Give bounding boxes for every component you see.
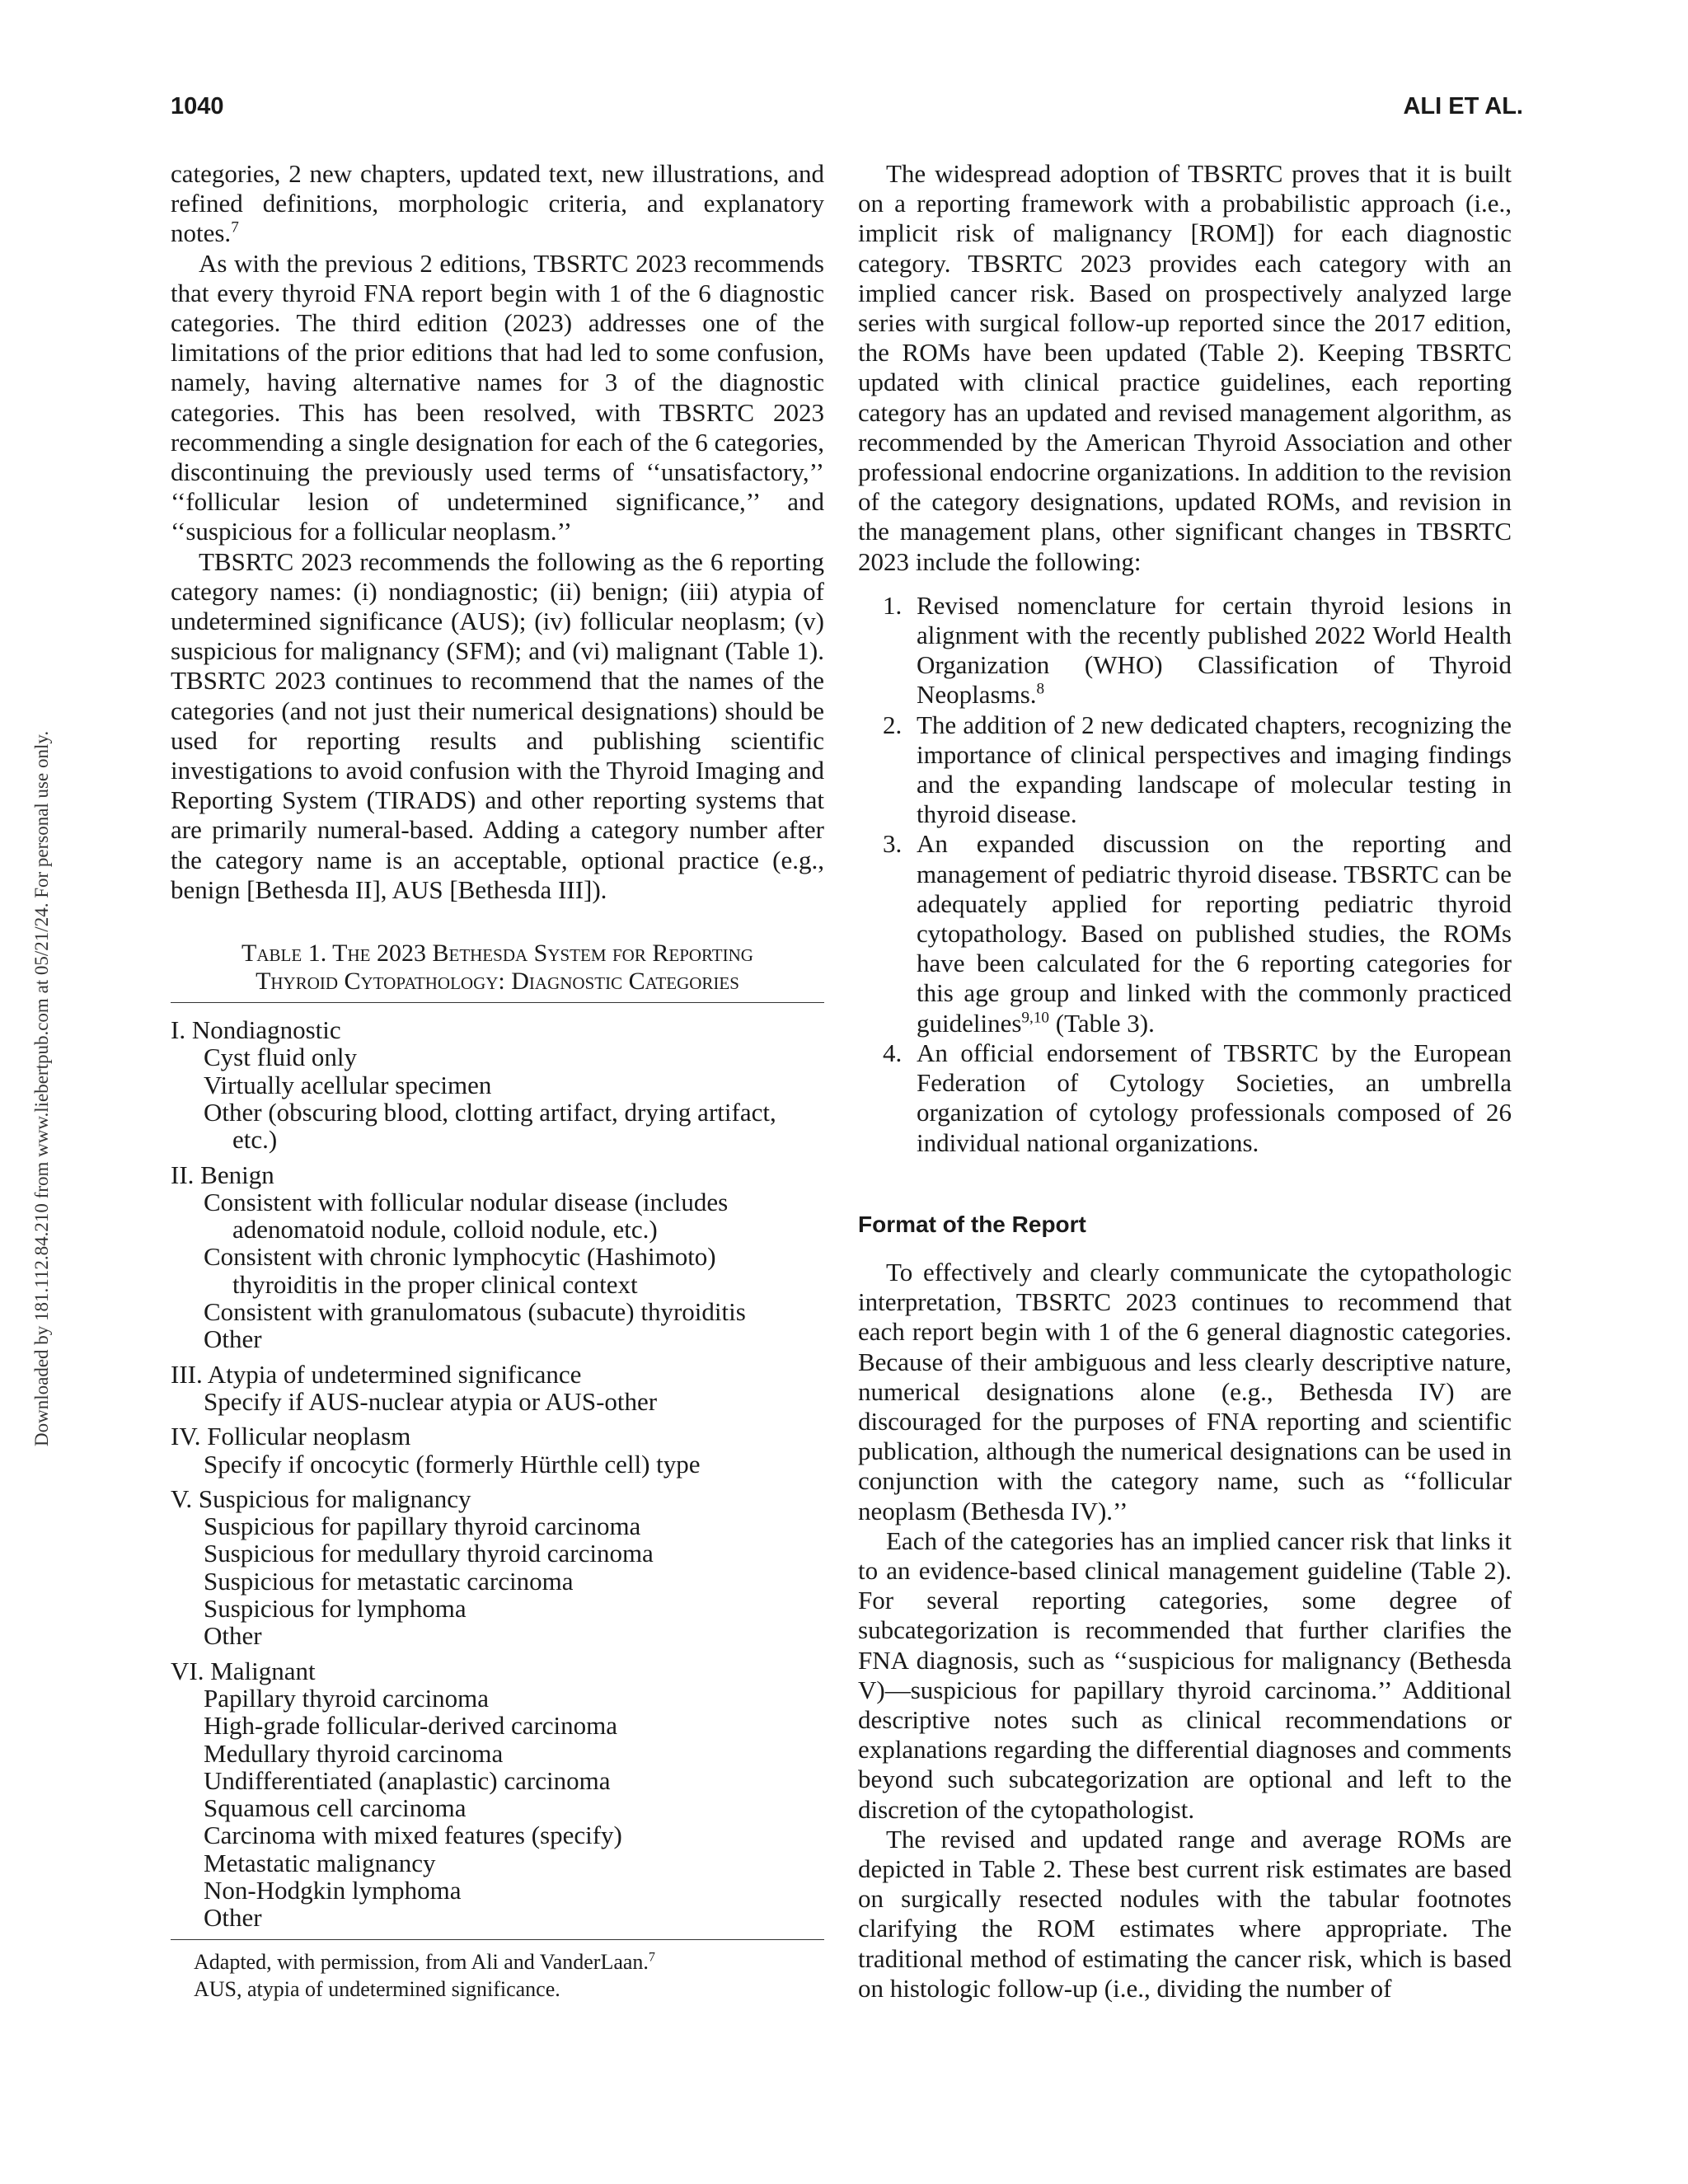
list-item: 1. Revised nomenclature for certain thyroid lesions in alignment with the recently published 2022 World Health Organization (WHO) Classification of Thyroid Neoplasms.$^8$ bbox=[883, 590, 1512, 710]
table-category-group bbox=[171, 1422, 824, 1478]
reference-superscript: 9,10 bbox=[1021, 1009, 1050, 1027]
reference-superscript: 7 bbox=[231, 219, 239, 237]
table-subcategory: Carcinoma with mixed features (specify) bbox=[204, 1821, 622, 1850]
paragraph: Each of the categories has an implied cancer risk that links it to an evidence-based clinical management guideline (Table 2). For several reporting categories, some degree of subcategorization is recommended that further clarifies the FNA diagnosis, such as ‘‘suspicious for malignancy (Bethesda V)—suspicious for papillary thyroid carcinoma.’’ Additional descriptive notes such as clinical recommendations or explanations regarding the differential diagnoses and comments beyond such subcategorization are optional and left to the discretion of the cytopathologist. bbox=[858, 1526, 1512, 1824]
list-item: 2. The addition of 2 new dedicated chapters, recognizing the importance of clinical perspectives and imaging findings and the expanding landscape of molecular testing in thyroid disease. bbox=[883, 710, 1512, 829]
table-category-title: III. Atypia of undetermined significance bbox=[171, 1359, 582, 1389]
list-item: 3. An expanded discussion on the reporting and management of pediatric thyroid disease. TBSRTC can be adequately applied for reporting pediatric thyroid cytopathology. Based on published studies, the ROMs have been calculated for the 6 reporting categories for this age group and linked with the commonly practiced guidelines$^{9,10}$ (Table 3). bbox=[883, 829, 1512, 1038]
table-subcategory: Papillary thyroid carcinoma bbox=[204, 1683, 490, 1713]
table-subcategory: Suspicious for metastatic carcinoma bbox=[204, 1566, 574, 1596]
table-category-group bbox=[171, 1016, 824, 1153]
download-side-note: Downloaded by 181.112.84.210 from www.liebertpub.com at 05/21/24. For personal use only. bbox=[31, 730, 52, 1446]
table-subcategory: Squamous cell carcinoma bbox=[204, 1793, 467, 1823]
reference-superscript: 8 bbox=[1036, 681, 1045, 699]
table-category-title: VI. Malignant bbox=[171, 1656, 316, 1685]
table-subcategory: Suspicious for medullary thyroid carcinoma bbox=[204, 1539, 654, 1568]
changes-list bbox=[858, 591, 1512, 1158]
table-category-group bbox=[171, 1485, 824, 1650]
table-1-body bbox=[171, 1016, 824, 1932]
running-head: ALI ET AL. bbox=[1403, 93, 1523, 120]
table-subcategory: Other (obscuring blood, clotting artifact, drying artifact, etc.) bbox=[204, 1097, 776, 1155]
table-1-footnotes: Adapted, with permission, from Ali and VanderLaan.$^7$ AUS, atypia of undetermined significance. bbox=[194, 1949, 655, 2001]
paragraph: The revised and updated range and average ROMs are depicted in Table 2. These best current risk estimates are based on surgically resected nodules with the tabular footnotes clarifying the ROM estimates where appropriate. The traditional method of estimating the cancer risk, which is based on histologic follow-up (i.e., dividing the number of bbox=[858, 1824, 1512, 2003]
paragraph: To effectively and clearly communicate the cytopathologic interpretation, TBSRTC 2023 continues to recommend that each report begin with 1 of the 6 general diagnostic categories. Because of their ambiguous and less clearly descriptive nature, numerical designations alone (e.g., Bethesda IV) are discouraged for the purposes of FNA reporting and scientific publication, although the numerical designations can be used in conjunction with the category name, such as ‘‘follicular neoplasm (Bethesda IV).’’ bbox=[858, 1257, 1512, 1526]
table-subcategory: Specify if oncocytic (formerly Hürthle cell) type bbox=[204, 1449, 701, 1479]
table-subcategory: Suspicious for lymphoma bbox=[204, 1594, 467, 1624]
left-column bbox=[171, 159, 824, 2003]
paragraph: categories, 2 new chapters, updated text, new illustrations, and refined definitions, morphologic criteria, and explanatory notes.$^7$ bbox=[171, 159, 824, 248]
table-subcategory: Consistent with follicular nodular disease (includes adenomatoid nodule, colloid nodule, etc.) bbox=[204, 1187, 729, 1244]
table-1-caption: Table 1. The 2023 Bethesda System for Reporting Thyroid Cytopathology: Diagnostic Categories bbox=[241, 940, 753, 996]
table-subcategory: Non-Hodgkin lymphoma bbox=[204, 1875, 462, 1905]
table-category-group bbox=[171, 1657, 824, 1932]
right-column bbox=[858, 159, 1512, 2004]
section-heading: Format of the Report bbox=[858, 1211, 1086, 1237]
paragraph: The widespread adoption of TBSRTC proves that it is built on a reporting framework with a probabilistic approach (i.e., implicit risk of malignancy [ROM]) for each diagnostic category. TBSRTC 2023 provides each category with an implied cancer risk. Based on prospectively analyzed large series with surgical follow-up reported since the 2017 edition, the ROMs have been updated (Table 2). Keeping TBSRTC updated with clinical practice guidelines, each reporting category has an updated and revised management algorithm, as recommended by the American Thyroid Association and other professional endocrine organizations. In addition to the revision of the category designations, updated ROMs, and revision in the management plans, other significant changes in TBSRTC 2023 include the following: bbox=[858, 159, 1512, 576]
list-item: 4. An official endorsement of TBSRTC by the European Federation of Cytology Societies, an umbrella organization of cytology professionals composed of 26 individual national organizations. bbox=[883, 1038, 1512, 1157]
paragraph: TBSRTC 2023 recommends the following as the 6 reporting category names: (i) nondiagnostic; (ii) benign; (iii) atypia of undetermined significance (AUS); (iv) follicular neoplasm; (v) suspicious for malignancy (SFM); and (vi) malignant (Table 1). TBSRTC 2023 continues to recommend that the names of the categories (and not just their numerical designations) should be used for reporting results and publishing scientific investigations to avoid confusion with the Thyroid Imaging and Reporting System (TIRADS) and other reporting systems that are primarily numeral-based. Adding a category number after the category name is an acceptable, optional practice (e.g., benign [Bethesda II], AUS [Bethesda III]). bbox=[171, 546, 824, 904]
table-subcategory: Other bbox=[204, 1621, 262, 1651]
table-category-group bbox=[171, 1161, 824, 1353]
table-category-group bbox=[171, 1361, 824, 1416]
table-subcategory: Specify if AUS-nuclear atypia or AUS-other bbox=[204, 1386, 658, 1416]
table-subcategory: Other bbox=[204, 1324, 262, 1354]
table-subcategory: Medullary thyroid carcinoma bbox=[204, 1738, 504, 1768]
table-subcategory: Undifferentiated (anaplastic) carcinoma bbox=[204, 1765, 611, 1795]
page-number: 1040 bbox=[171, 93, 224, 120]
table-subcategory: High-grade follicular-derived carcinoma bbox=[204, 1711, 618, 1741]
table-category-title: I. Nondiagnostic bbox=[171, 1015, 341, 1045]
table-subcategory: Cyst fluid only bbox=[204, 1043, 358, 1072]
table-subcategory: Consistent with chronic lymphocytic (Hashimoto) thyroiditis in the proper clinical context bbox=[204, 1242, 716, 1299]
table-top-rule bbox=[171, 1002, 824, 1003]
table-category-title: IV. Follicular neoplasm bbox=[171, 1422, 411, 1451]
table-subcategory: Other bbox=[204, 1903, 262, 1933]
table-subcategory: Metastatic malignancy bbox=[204, 1848, 436, 1877]
table-bottom-rule bbox=[171, 1939, 824, 1940]
table-category-title: V. Suspicious for malignancy bbox=[171, 1483, 471, 1513]
table-category-title: II. Benign bbox=[171, 1160, 274, 1189]
paragraph: As with the previous 2 editions, TBSRTC 2023 recommends that every thyroid FNA report begin with 1 of the 6 diagnostic categories. The third edition (2023) addresses one of the limitations of the prior editions that had led to some confusion, namely, having alternative names for 3 of the diagnostic categories. This has been resolved, with TBSRTC 2023 recommending a single designation for each of the 6 categories, discontinuing the previously used terms of ‘‘unsatisfactory,’’ ‘‘follicular lesion of undetermined significance,’’ and ‘‘suspicious for a follicular neoplasm.’’ bbox=[171, 248, 824, 546]
table-subcategory: Consistent with granulomatous (subacute) thyroiditis bbox=[204, 1297, 746, 1327]
table-subcategory: Virtually acellular specimen bbox=[204, 1070, 492, 1099]
table-subcategory: Suspicious for papillary thyroid carcinoma bbox=[204, 1511, 641, 1541]
